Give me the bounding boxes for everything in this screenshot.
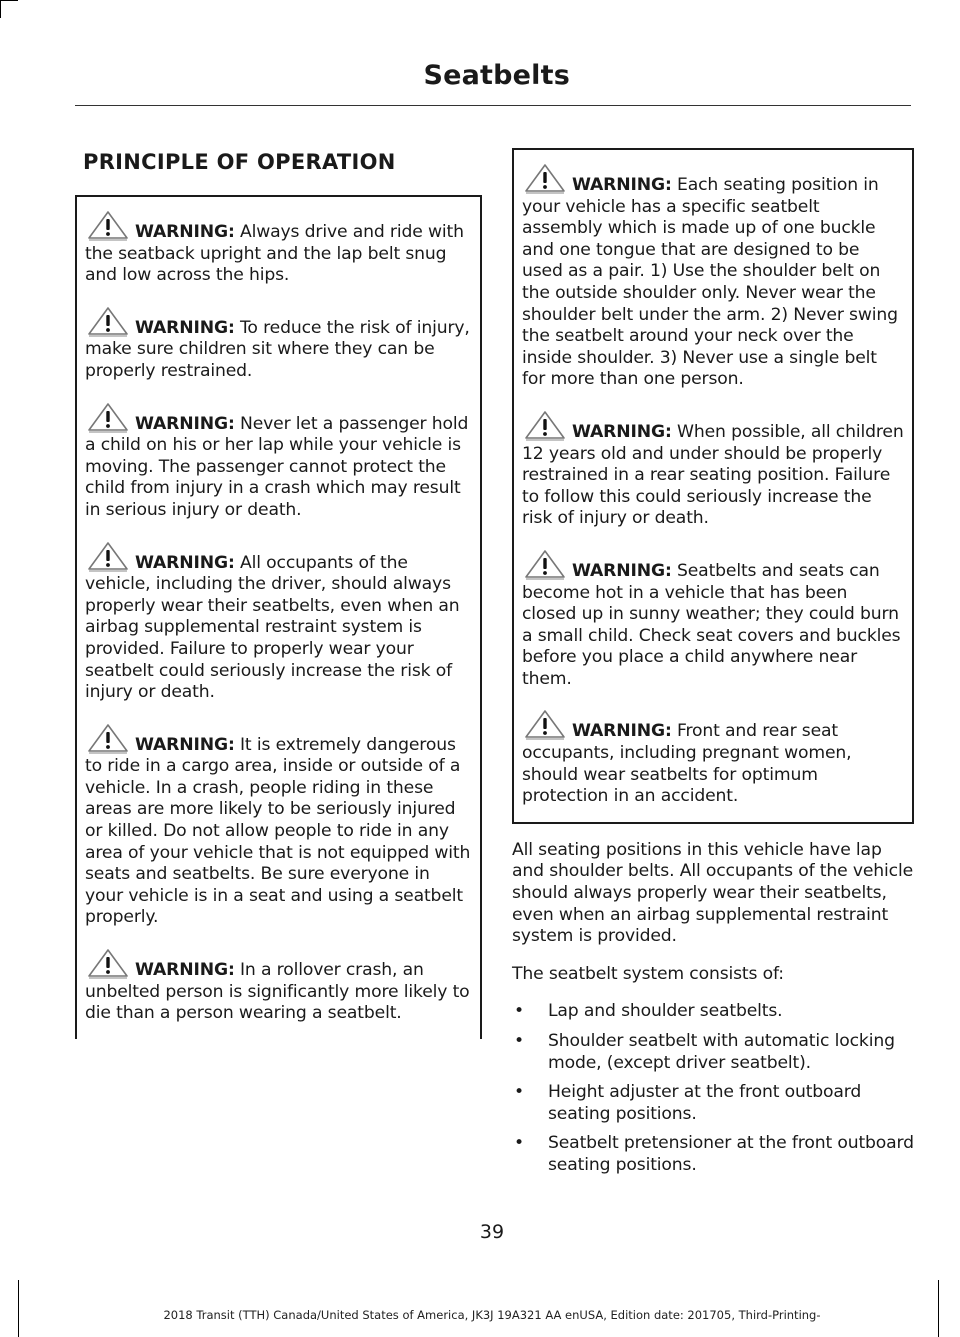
warning-item [85,947,472,1025]
warning-label: WARNING: [572,421,672,442]
body-paragraph: All seating positions in this vehicle have lap and shoulder belts. All occupants of the vehicle should always properly wear their seatbelts, even when an airbag supplemental restraint system is provided. [512,839,914,947]
right-column [512,148,914,1185]
warning-triangle-icon [522,162,568,196]
warning-label: WARNING: [572,560,672,581]
warning-triangle-icon [85,209,131,243]
warning-item [522,548,904,691]
edition-footer: 2018 Transit (TTH) Canada/United States of America, JK3J 19A321 AA enUSA, Edition date: 201705, Third-Printing- [163,1308,821,1322]
list-item: • Lap and shoulder seatbelts. [512,1001,914,1023]
page-title: Seatbelts [423,60,570,91]
warning-triangle-icon [85,722,131,756]
warning-triangle-icon [522,548,568,582]
warning-label: WARNING: [135,317,235,338]
warning-text: To reduce the risk of injury, make sure children sit where they can be properly restrained. [85,317,470,381]
list-item: • Height adjuster at the front outboard seating positions. [512,1082,914,1125]
crop-mark [0,0,1,18]
warning-item [522,409,904,530]
warning-label: WARNING: [135,734,235,755]
warning-text: When possible, all children 12 years old and under should be properly restrained in a rear seating position. Failure to follow this could seriously increase the risk of injury or death. [522,421,904,529]
warning-label: WARNING: [135,960,235,981]
warning-text: All occupants of the vehicle, including the driver, should always properly wear their seatbelts, even when an airbag supplemental restraint system is provided. Failure to properly wear your seatbelt could seriously increase the risk of injury or death. [85,552,460,703]
list-item: • Shoulder seatbelt with automatic locking mode, (except driver seatbelt). [512,1031,914,1074]
warning-label: WARNING: [572,721,672,742]
warning-triangle-icon [85,540,131,574]
page-number: 39 [479,1221,505,1243]
warning-triangle-icon [85,305,131,339]
warning-item [85,305,472,383]
warning-text: Front and rear seat occupants, including pregnant women, should wear seatbelts for optimum protection in an accident. [522,721,852,807]
warning-item [522,708,904,807]
crop-mark [0,0,18,1]
warning-text: In a rollover crash, an unbelted person is significantly more likely to die than a person wearing a seatbelt. [85,960,470,1024]
warning-label: WARNING: [135,413,235,434]
warning-item [85,401,472,522]
component-list [512,1001,914,1176]
warning-label: WARNING: [572,175,672,195]
warning-text: Always drive and ride with the seatback upright and the lap belt snug and low across the hips. [85,222,464,286]
left-column [75,150,482,1039]
header-divider [75,105,911,106]
warning-label: WARNING: [135,552,235,573]
warning-box-left [75,195,482,1039]
warning-triangle-icon [85,947,131,981]
warning-text: It is extremely dangerous to ride in a cargo area, inside or outside of a vehicle. In a crash, people riding in these areas are more likely to be seriously injured or killed. Do not allow people to ride in any area of your vehicle that is not equipped with seats and seatbelts. Be sure everyone in your vehicle is in a seat and using a seatbelt properly. [85,734,471,928]
warning-box-right [512,148,914,824]
warning-text: Each seating position in your vehicle has a specific seatbelt assembly which is made up of one buckle and one tongue that are designed to be used as a pair. 1) Use the shoulder belt on the outside shoulder only. Never wear the shoulder belt under the arm. 2) Never swing the seatbelt around your neck over the inside shoulder. 3) Never use a single belt for more than one person. [522,175,898,390]
warning-item [85,540,472,704]
body-paragraph: The seatbelt system consists of: [512,963,784,984]
warning-label: WARNING: [135,222,235,242]
warning-text: Never let a passenger hold a child on his or her lap while your vehicle is moving. The passenger cannot protect the child from injury in a crash which may result in serious injury or death. [85,413,469,520]
warning-item [522,162,904,391]
warning-item [85,722,472,929]
warning-text: Seatbelts and seats can become hot in a vehicle that has been closed up in sunny weather; they could burn a small child. Check seat covers and buckles before you place a child anywhere near them. [522,560,901,689]
list-item: • Seatbelt pretensioner at the front outboard seating positions. [512,1133,914,1176]
warning-triangle-icon [522,708,568,742]
body-text [512,840,914,1177]
warning-triangle-icon [522,409,568,443]
warning-triangle-icon [85,401,131,435]
warning-item [85,209,472,287]
section-heading: PRINCIPLE OF OPERATION [83,150,396,174]
